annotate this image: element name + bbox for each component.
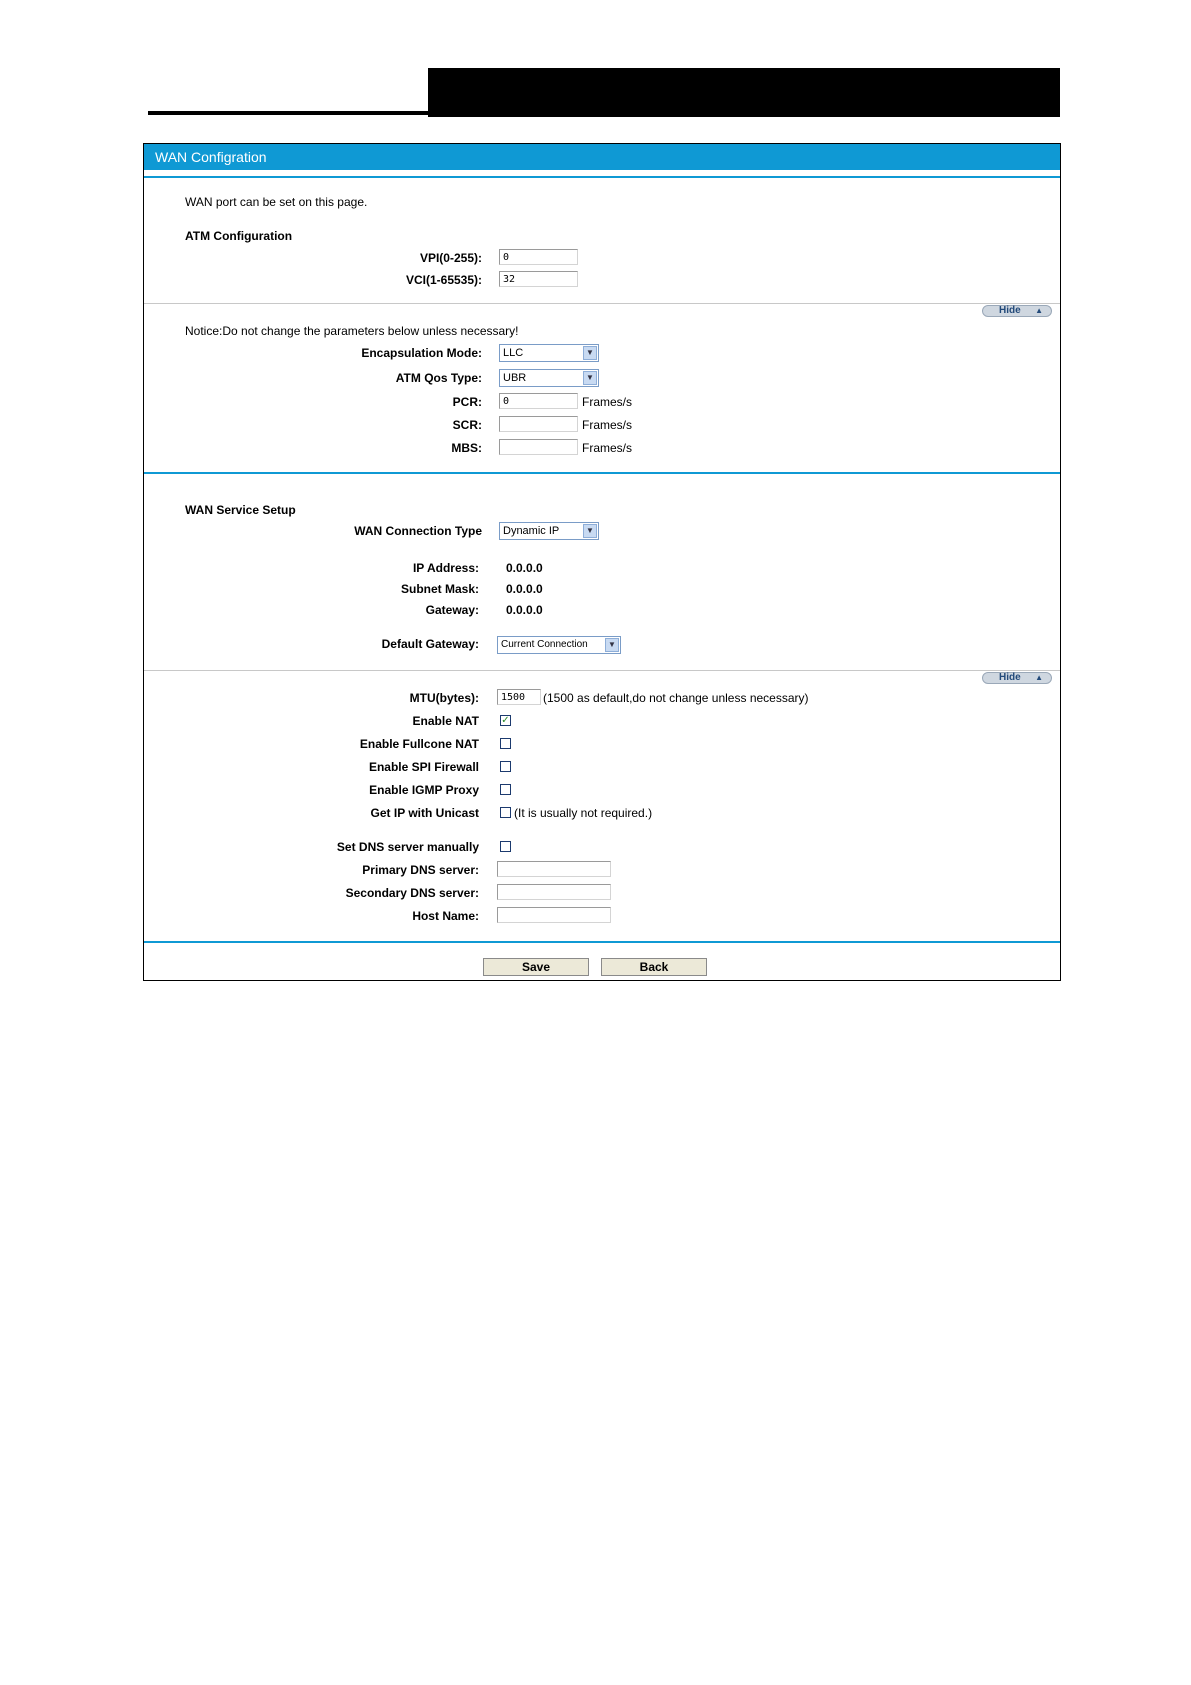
mask-label: Subnet Mask: — [400, 582, 479, 596]
mask-value: 0.0.0.0 — [506, 582, 543, 596]
host-name-input[interactable] — [497, 907, 611, 923]
mtu-input[interactable]: 1500 — [497, 689, 541, 705]
conn-type-value: Dynamic IP — [503, 525, 560, 537]
vpi-input[interactable]: 0 — [499, 249, 578, 265]
qos-select[interactable] — [499, 369, 599, 387]
vci-label: VCI(1-65535): — [405, 273, 482, 287]
check-icon: ✓ — [501, 715, 510, 726]
pcr-unit: Frames/s — [582, 395, 633, 409]
chevron-down-icon: ▼ — [583, 524, 597, 538]
panel-title: WAN Configration — [155, 149, 267, 165]
default-gw-value: Current Connection — [501, 639, 588, 650]
mtu-note: (1500 as default,do not change unless necessary) — [543, 691, 809, 705]
default-gw-select[interactable] — [497, 636, 621, 654]
hide-advanced-wan-button[interactable] — [982, 672, 1052, 684]
atm-heading: ATM Configuration — [185, 229, 293, 243]
dns-manual-checkbox[interactable] — [500, 841, 511, 852]
mbs-unit: Frames/s — [582, 441, 633, 455]
chevron-up-icon: ▲ — [1035, 306, 1043, 315]
pcr-label: PCR: — [452, 395, 482, 409]
encap-value: LLC — [503, 347, 524, 359]
notice-text: Notice:Do not change the parameters below unless necessary! — [185, 324, 519, 338]
intro-text: WAN port can be set on this page. — [185, 195, 368, 209]
divider — [144, 472, 1060, 474]
unicast-label: Get IP with Unicast — [370, 806, 479, 820]
mtu-label: MTU(bytes): — [409, 691, 479, 705]
dns-manual-label: Set DNS server manually — [336, 840, 479, 854]
spi-checkbox[interactable] — [500, 761, 511, 772]
mbs-label: MBS: — [451, 441, 482, 455]
hide-advanced-atm-button[interactable] — [982, 305, 1052, 317]
chevron-down-icon: ▼ — [583, 371, 597, 385]
vpi-label: VPI(0-255): — [419, 251, 482, 265]
back-button[interactable]: Back — [601, 958, 707, 976]
chevron-down-icon: ▼ — [605, 638, 619, 652]
header-bar — [428, 68, 1060, 117]
hide-label: Hide — [999, 672, 1021, 683]
conn-type-select[interactable] — [499, 522, 599, 540]
pcr-input[interactable]: 0 — [499, 393, 578, 409]
gateway-value: 0.0.0.0 — [506, 603, 543, 617]
igmp-checkbox[interactable] — [500, 784, 511, 795]
ip-value: 0.0.0.0 — [506, 561, 543, 575]
chevron-up-icon: ▲ — [1035, 673, 1043, 682]
qos-value: UBR — [503, 372, 527, 384]
header-rule — [148, 111, 428, 115]
secondary-dns-label: Secondary DNS server: — [345, 886, 479, 900]
primary-dns-input[interactable] — [497, 861, 611, 877]
mbs-input[interactable] — [499, 439, 578, 455]
scr-unit: Frames/s — [582, 418, 633, 432]
nat-label: Enable NAT — [412, 714, 479, 728]
panel-title-bar — [144, 144, 1060, 170]
chevron-down-icon: ▼ — [583, 346, 597, 360]
fullcone-checkbox[interactable] — [500, 738, 511, 749]
secondary-dns-input[interactable] — [497, 884, 611, 900]
section-separator — [144, 670, 1060, 671]
encap-label: Encapsulation Mode: — [361, 346, 482, 360]
ip-label: IP Address: — [412, 561, 479, 575]
section-separator — [144, 303, 1060, 304]
default-gw-label: Default Gateway: — [381, 637, 479, 651]
scr-label: SCR: — [452, 418, 482, 432]
scr-input[interactable] — [499, 416, 578, 432]
qos-label: ATM Qos Type: — [395, 371, 482, 385]
encap-select[interactable] — [499, 344, 599, 362]
hide-label: Hide — [999, 305, 1021, 316]
vci-input[interactable]: 32 — [499, 271, 578, 287]
unicast-checkbox[interactable] — [500, 807, 511, 818]
fullcone-label: Enable Fullcone NAT — [359, 737, 479, 751]
nat-checkbox[interactable] — [500, 715, 511, 726]
host-name-label: Host Name: — [412, 909, 479, 923]
conn-type-label: WAN Connection Type — [354, 524, 482, 538]
divider — [144, 941, 1060, 943]
spi-label: Enable SPI Firewall — [368, 760, 479, 774]
igmp-label: Enable IGMP Proxy — [369, 783, 479, 797]
gateway-label: Gateway: — [425, 603, 479, 617]
save-button[interactable]: Save — [483, 958, 589, 976]
unicast-note: (It is usually not required.) — [514, 806, 653, 820]
divider — [144, 176, 1060, 178]
service-heading: WAN Service Setup — [185, 503, 296, 517]
primary-dns-label: Primary DNS server: — [362, 863, 479, 877]
